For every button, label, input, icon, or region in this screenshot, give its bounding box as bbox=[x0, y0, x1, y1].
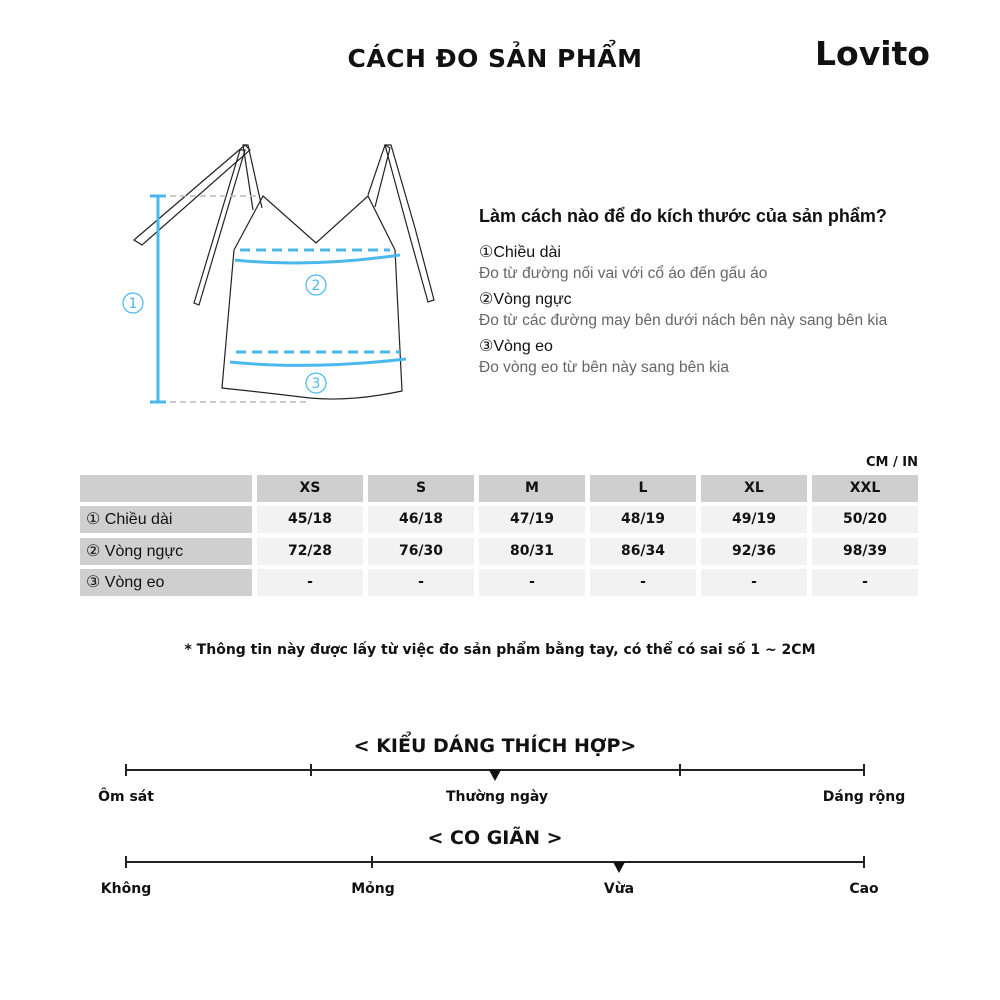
table-cell: 47/19 bbox=[479, 506, 585, 533]
howto-desc-length: Đo từ đường nối vai với cổ áo đến gấu áo bbox=[479, 265, 768, 282]
stretch-heading: < CO GIÃN > bbox=[427, 827, 563, 849]
table-cell: - bbox=[701, 569, 807, 596]
howto-desc-bust: Đo từ các đường may bên dưới nách bên này sang bên kia bbox=[479, 312, 888, 329]
table-cell: - bbox=[368, 569, 474, 596]
fit-label-tight: Ôm sát bbox=[98, 789, 154, 805]
table-cell: - bbox=[479, 569, 585, 596]
svg-text:3: 3 bbox=[311, 376, 321, 392]
size-header: XXL bbox=[812, 475, 918, 502]
size-header: XS bbox=[257, 475, 363, 502]
unit-label: CM / IN bbox=[866, 455, 918, 470]
page-title: CÁCH ĐO SẢN PHẨM bbox=[347, 44, 643, 73]
fit-heading: < KIỂU DÁNG THÍCH HỢP> bbox=[353, 735, 637, 757]
fit-label-regular: Thường ngày bbox=[445, 789, 549, 805]
stretch-label-high: Cao bbox=[849, 881, 879, 897]
svg-text:2: 2 bbox=[311, 278, 321, 294]
howto-title-waist: ③Vòng eo bbox=[479, 338, 553, 355]
table-cell: 45/18 bbox=[257, 506, 363, 533]
table-cell: 49/19 bbox=[701, 506, 807, 533]
stretch-label-medium: Vừa bbox=[603, 881, 635, 897]
fit-label-loose: Dáng rộng bbox=[822, 789, 906, 805]
stretch-label-none: Không bbox=[100, 881, 152, 897]
row-label: ③ Vòng eo bbox=[80, 569, 252, 596]
row-label: ① Chiều dài bbox=[80, 506, 252, 533]
row-label: ② Vòng ngực bbox=[80, 538, 252, 565]
table-cell: 72/28 bbox=[257, 538, 363, 565]
table-cell: 92/36 bbox=[701, 538, 807, 565]
svg-text:1: 1 bbox=[128, 296, 138, 312]
brand-logo: Lovito bbox=[815, 34, 930, 73]
table-cell: - bbox=[590, 569, 696, 596]
table-cell: - bbox=[257, 569, 363, 596]
table-cell: 48/19 bbox=[590, 506, 696, 533]
size-header: M bbox=[479, 475, 585, 502]
stretch-label-slight: Mỏng bbox=[351, 881, 395, 897]
howto-heading: Làm cách nào để đo kích thước của sản phẩm? bbox=[479, 206, 887, 226]
table-cell: 46/18 bbox=[368, 506, 474, 533]
table-cell: 86/34 bbox=[590, 538, 696, 565]
stretch-marker-icon bbox=[613, 862, 625, 873]
howto-title-length: ①Chiều dài bbox=[479, 244, 561, 261]
fit-marker-icon bbox=[489, 770, 501, 781]
howto-desc-waist: Đo vòng eo từ bên này sang bên kia bbox=[479, 359, 729, 376]
size-header: L bbox=[590, 475, 696, 502]
table-cell: - bbox=[812, 569, 918, 596]
table-cell: 98/39 bbox=[812, 538, 918, 565]
size-header: S bbox=[368, 475, 474, 502]
measurement-note: * Thông tin này được lấy từ việc đo sản phẩm bằng tay, có thể có sai số 1 ~ 2CM bbox=[184, 642, 816, 658]
table-cell: 80/31 bbox=[479, 538, 585, 565]
table-cell: 76/30 bbox=[368, 538, 474, 565]
table-cell: 50/20 bbox=[812, 506, 918, 533]
size-header: XL bbox=[701, 475, 807, 502]
howto-title-bust: ②Vòng ngực bbox=[479, 291, 572, 308]
